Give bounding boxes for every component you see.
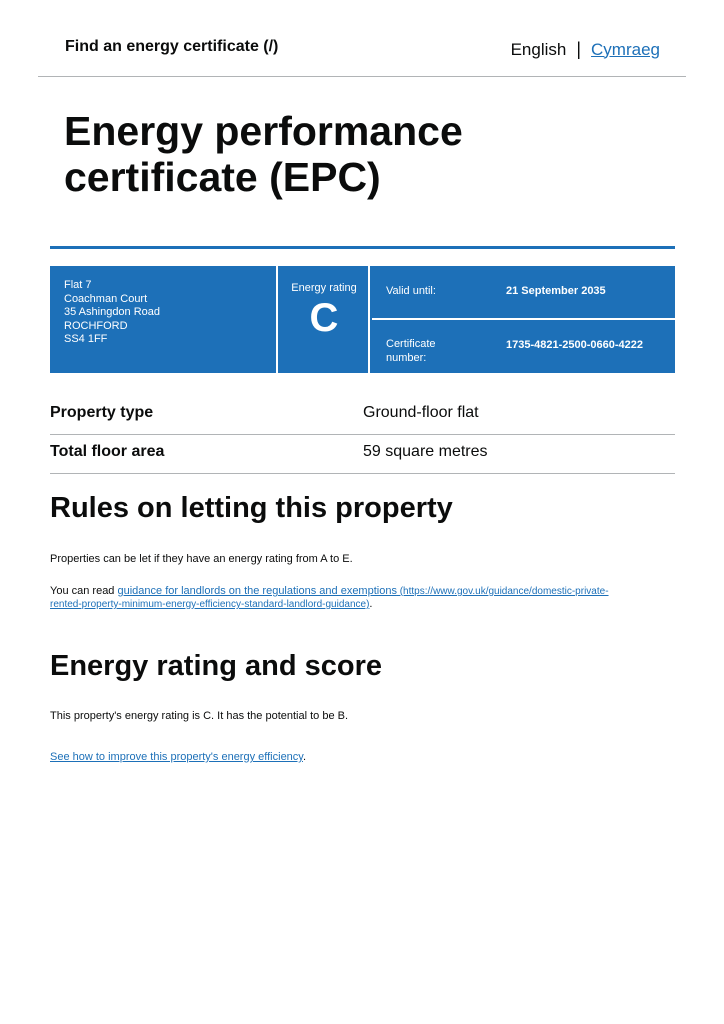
title-divider (50, 246, 675, 249)
property-type-value: Ground-floor flat (363, 404, 479, 421)
certificate-number-row (372, 320, 675, 373)
landlord-guidance-url-cont: rented-property-minimum-energy-efficiency-standard-landlord-guidance) (50, 599, 370, 610)
energy-rating-cell (280, 266, 370, 373)
certificate-number-label (386, 337, 436, 365)
page-title: Energy performance certificate (EPC) (64, 108, 463, 200)
guidance-suffix: . (369, 598, 373, 610)
energy-score-heading: Energy rating and score (50, 650, 382, 682)
landlord-guidance-url: (https://www.gov.uk/guidance/domestic-private- (396, 586, 609, 597)
service-name-link[interactable]: Find an energy certificate (/) (65, 38, 279, 55)
letting-paragraph: Properties can be let if they have an energy rating from A to E. (50, 553, 353, 565)
epc-summary-box (50, 266, 675, 373)
property-address (50, 266, 278, 373)
letting-heading: Rules on letting this property (50, 492, 453, 524)
certificate-number-label-line: Certificate (386, 338, 436, 350)
lang-separator: | (576, 39, 582, 59)
valid-until-row (372, 266, 675, 320)
landlord-guidance-link-text: guidance for landlords on the regulations and exemptions (117, 585, 397, 597)
valid-until-value: 21 September 2035 (506, 285, 606, 297)
improve-efficiency-paragraph (50, 751, 660, 764)
floor-area-value: 59 square metres (363, 443, 488, 460)
energy-score-paragraph: This property's energy rating is C. It has the potential to be B. (50, 710, 349, 722)
letting-guidance-paragraph (50, 585, 660, 611)
address-line: Coachman Court (64, 292, 148, 305)
floor-area-label: Total floor area (50, 443, 165, 460)
address-line: Flat 7 (64, 279, 92, 291)
address-line: SS4 1FF (64, 333, 108, 345)
certificate-number-value: 1735-4821-2500-0660-4222 (506, 339, 644, 351)
energy-rating-label: Energy rating (291, 282, 357, 294)
guidance-prefix: You can read (50, 585, 118, 597)
certificate-number-label-line: number: (386, 352, 427, 364)
improve-efficiency-link[interactable]: See how to improve this property's energy efficiency (50, 751, 303, 763)
address-line: ROCHFORD (64, 319, 128, 332)
lang-english: English (510, 39, 567, 59)
landlord-guidance-link[interactable] (50, 585, 609, 610)
language-switcher (511, 39, 660, 60)
address-line: 35 Ashingdon Road (64, 306, 161, 318)
site-header (38, 24, 686, 77)
improve-link-suffix: . (302, 751, 307, 763)
property-type-label: Property type (50, 404, 154, 421)
lang-welsh-link[interactable]: Cymraeg (591, 39, 660, 59)
floor-area-row (50, 435, 675, 474)
valid-until-label: Valid until: (386, 285, 436, 297)
energy-rating-letter: C (309, 296, 339, 340)
property-type-row (50, 396, 675, 435)
